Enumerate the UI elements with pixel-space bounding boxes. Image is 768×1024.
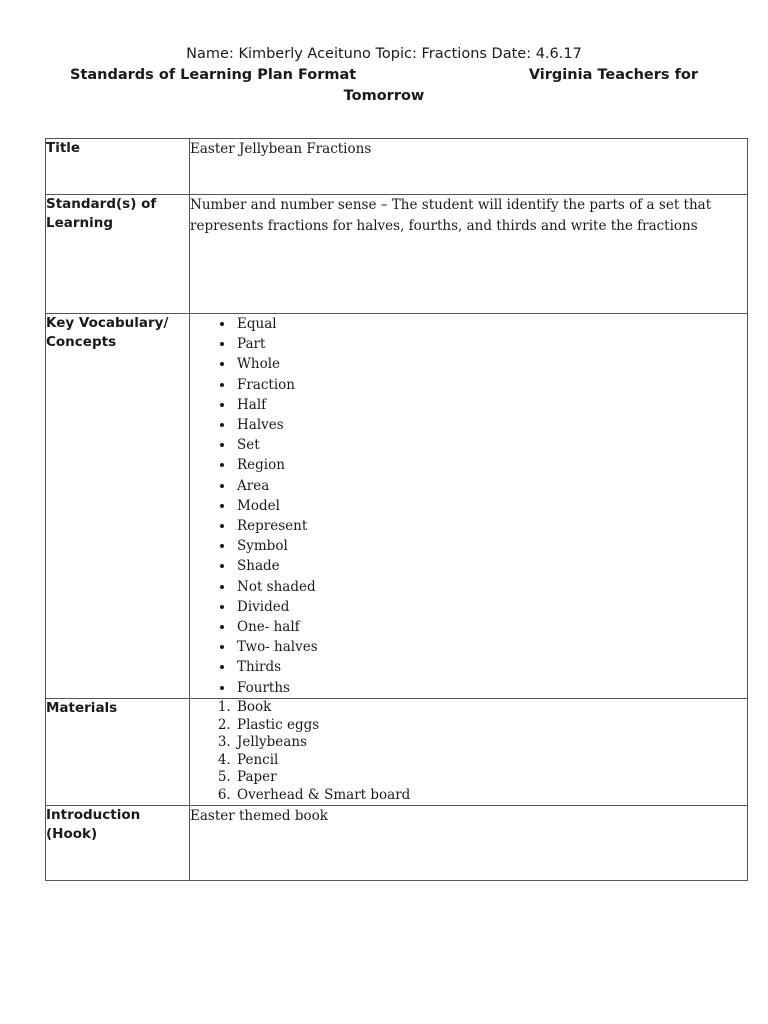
list-item: • Fourths [235,678,747,698]
list-item: 3. Jellybeans [235,734,747,752]
list-item: • Set [235,435,747,455]
vocab-list [190,314,747,698]
list-item: 4. Pencil [235,752,747,770]
list-item: • Halves [235,415,747,435]
list-item: • Model [235,496,747,516]
table-row-standard [46,195,748,314]
row-label-intro: Introduction (Hook) [46,805,190,880]
list-item: • Region [235,455,747,475]
header-name-topic-date: Name: Kimberly Aceituno Topic: Fractions Date: 4.6.17 [186,46,582,62]
organization-name: Virginia Teachers for [528,67,698,83]
vocab-cell [190,314,748,699]
list-item: 6. Overhead & Smart board [235,787,747,805]
row-label-materials: Materials [46,699,190,806]
list-item: • One- half [235,617,747,637]
header-plan-format [70,67,700,87]
lesson-plan-table [45,138,748,881]
list-item: 1. Book [235,699,747,717]
list-item: • Shade [235,556,747,576]
materials-cell [190,699,748,806]
list-item: • Area [235,476,747,496]
list-item: • Half [235,395,747,415]
list-item: • Symbol [235,536,747,556]
table-row-intro [46,805,748,880]
list-item: • Represent [235,516,747,536]
list-item: • Thirds [235,657,747,677]
table-row-title [46,139,748,195]
list-item: • Two- halves [235,637,747,657]
row-label-standard: Standard(s) of Learning [46,195,190,314]
intro-text: Easter themed book [190,805,748,880]
standard-text: Number and number sense – The student will identify the parts of a set that represents fractions for halves, fourths, and thirds and write the fractions [190,195,748,314]
row-label-vocab: Key Vocabulary/ Concepts [46,314,190,699]
plan-format-title: Standards of Learning Plan Format [70,67,357,83]
list-item: 5. Paper [235,769,747,787]
list-item: 2. Plastic eggs [235,717,747,735]
table-row-vocab [46,314,748,699]
lesson-title: Easter Jellybean Fractions [190,139,748,195]
list-item: • Equal [235,314,747,334]
organization-name-continued: Tomorrow [343,88,425,104]
list-item: • Fraction [235,375,747,395]
row-label-title: Title [46,139,190,195]
list-item: • Divided [235,597,747,617]
table-row-materials [46,699,748,806]
list-item: • Not shaded [235,577,747,597]
materials-list [190,699,747,805]
list-item: • Part [235,334,747,354]
list-item: • Whole [235,354,747,374]
